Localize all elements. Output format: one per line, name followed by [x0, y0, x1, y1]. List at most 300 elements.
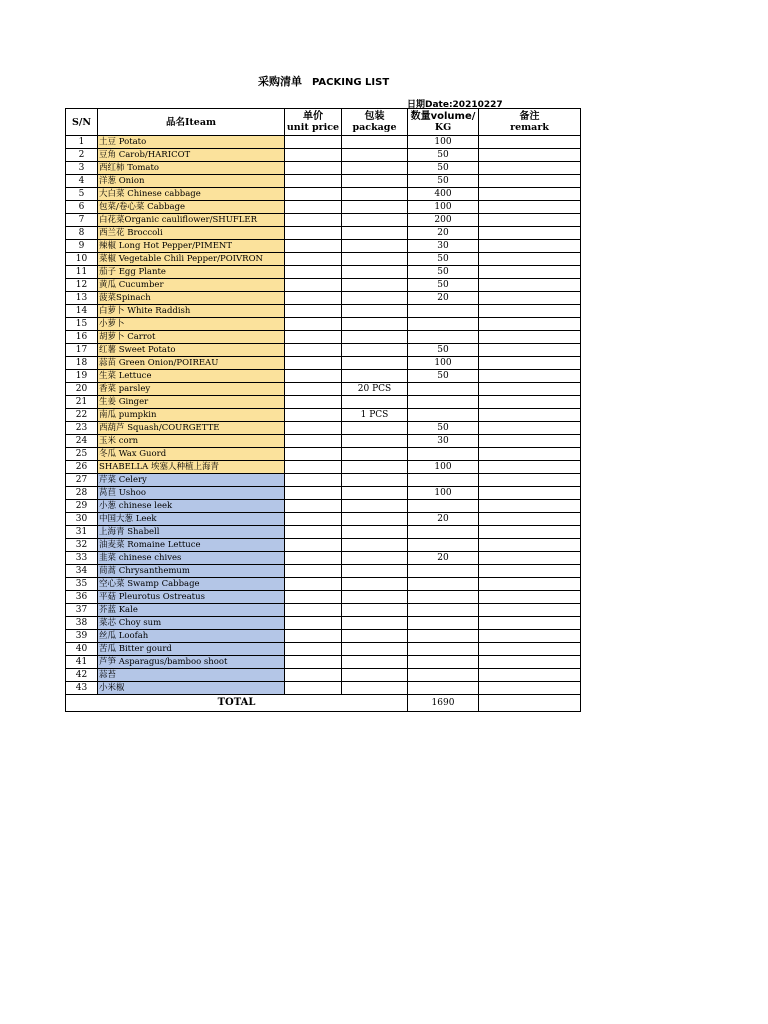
row-package: 1 PCS — [342, 409, 408, 422]
row-sn: 11 — [66, 266, 98, 279]
row-unit-price — [285, 188, 342, 201]
table-row — [66, 435, 581, 448]
row-package — [342, 305, 408, 318]
row-unit-price — [285, 643, 342, 656]
row-remark — [479, 565, 581, 578]
row-package — [342, 201, 408, 214]
row-package — [342, 331, 408, 344]
row-volume — [408, 331, 479, 344]
row-remark — [479, 526, 581, 539]
header-unit-price-en: unit price — [286, 122, 340, 133]
row-package — [342, 149, 408, 162]
row-volume: 100 — [408, 201, 479, 214]
row-remark — [479, 370, 581, 383]
row-sn: 21 — [66, 396, 98, 409]
row-unit-price — [285, 136, 342, 149]
row-package — [342, 617, 408, 630]
row-unit-price — [285, 578, 342, 591]
row-unit-price — [285, 565, 342, 578]
table-row — [66, 461, 581, 474]
total-label: TOTAL — [66, 695, 408, 712]
row-unit-price — [285, 682, 342, 695]
row-sn: 1 — [66, 136, 98, 149]
document-title — [258, 73, 389, 89]
row-remark — [479, 305, 581, 318]
table-row — [66, 682, 581, 695]
row-remark — [479, 266, 581, 279]
row-item-name: 胡萝卜 Carrot — [98, 331, 285, 344]
header-package-zh: 包装 — [364, 111, 385, 122]
row-package — [342, 474, 408, 487]
title-zh: 采购清单 — [258, 75, 302, 88]
row-item-name: 茼蒿 Chrysanthemum — [98, 565, 285, 578]
row-volume: 50 — [408, 162, 479, 175]
row-remark — [479, 552, 581, 565]
row-volume — [408, 448, 479, 461]
row-item-name: 蒜苔 — [98, 669, 285, 682]
row-sn: 22 — [66, 409, 98, 422]
row-remark — [479, 617, 581, 630]
table-row — [66, 487, 581, 500]
row-remark — [479, 591, 581, 604]
row-package — [342, 591, 408, 604]
row-sn: 3 — [66, 162, 98, 175]
row-sn: 17 — [66, 344, 98, 357]
row-unit-price — [285, 617, 342, 630]
row-remark — [479, 383, 581, 396]
row-remark — [479, 513, 581, 526]
row-sn: 27 — [66, 474, 98, 487]
row-remark — [479, 162, 581, 175]
row-unit-price — [285, 669, 342, 682]
row-unit-price — [285, 266, 342, 279]
row-remark — [479, 344, 581, 357]
row-sn: 23 — [66, 422, 98, 435]
row-package — [342, 656, 408, 669]
row-item-name: 红薯 Sweet Potato — [98, 344, 285, 357]
row-unit-price — [285, 344, 342, 357]
row-volume — [408, 565, 479, 578]
row-unit-price — [285, 292, 342, 305]
row-item-name: 上海青 Shabell — [98, 526, 285, 539]
header-package-en: package — [352, 122, 397, 133]
row-sn: 43 — [66, 682, 98, 695]
row-item-name: 白萝卜 White Raddish — [98, 305, 285, 318]
row-unit-price — [285, 604, 342, 617]
row-package — [342, 318, 408, 331]
row-volume — [408, 305, 479, 318]
row-volume: 30 — [408, 240, 479, 253]
row-item-name: 洋葱 Onion — [98, 175, 285, 188]
row-item-name: 南瓜 pumpkin — [98, 409, 285, 422]
row-package — [342, 279, 408, 292]
table-row — [66, 240, 581, 253]
table-row — [66, 253, 581, 266]
table-body — [66, 136, 581, 695]
row-item-name: 苦瓜 Bitter gourd — [98, 643, 285, 656]
row-package — [342, 513, 408, 526]
table-row — [66, 578, 581, 591]
row-sn: 31 — [66, 526, 98, 539]
row-volume — [408, 539, 479, 552]
row-item-name: 韭菜 chinese chives — [98, 552, 285, 565]
row-unit-price — [285, 357, 342, 370]
row-volume — [408, 318, 479, 331]
header-remark — [479, 109, 581, 136]
row-sn: 34 — [66, 565, 98, 578]
table-row — [66, 188, 581, 201]
table-row — [66, 227, 581, 240]
row-sn: 41 — [66, 656, 98, 669]
table-row — [66, 214, 581, 227]
row-unit-price — [285, 370, 342, 383]
header-unit-price — [285, 109, 342, 136]
row-package — [342, 357, 408, 370]
row-item-name: 西兰花 Broccoli — [98, 227, 285, 240]
row-remark — [479, 682, 581, 695]
row-remark — [479, 669, 581, 682]
row-unit-price — [285, 591, 342, 604]
row-volume: 50 — [408, 344, 479, 357]
row-remark — [479, 318, 581, 331]
row-package — [342, 552, 408, 565]
row-volume — [408, 409, 479, 422]
row-volume: 400 — [408, 188, 479, 201]
row-sn: 13 — [66, 292, 98, 305]
row-remark — [479, 292, 581, 305]
row-package — [342, 266, 408, 279]
row-package — [342, 435, 408, 448]
row-sn: 16 — [66, 331, 98, 344]
table-row — [66, 604, 581, 617]
row-package — [342, 162, 408, 175]
table-row — [66, 422, 581, 435]
row-sn: 9 — [66, 240, 98, 253]
row-volume — [408, 396, 479, 409]
table-row — [66, 383, 581, 396]
row-volume: 50 — [408, 370, 479, 383]
row-unit-price — [285, 214, 342, 227]
row-package — [342, 370, 408, 383]
row-package — [342, 240, 408, 253]
row-volume: 100 — [408, 461, 479, 474]
row-package — [342, 188, 408, 201]
row-unit-price — [285, 656, 342, 669]
table-row — [66, 344, 581, 357]
row-item-name: 黄瓜 Cucumber — [98, 279, 285, 292]
row-volume: 50 — [408, 266, 479, 279]
row-remark — [479, 188, 581, 201]
table-row — [66, 266, 581, 279]
row-item-name: 西红柿 Tomato — [98, 162, 285, 175]
row-unit-price — [285, 396, 342, 409]
row-remark — [479, 539, 581, 552]
row-volume: 100 — [408, 357, 479, 370]
table-row — [66, 162, 581, 175]
row-volume — [408, 682, 479, 695]
table-row — [66, 318, 581, 331]
row-sn: 38 — [66, 617, 98, 630]
title-en: PACKING LIST — [312, 77, 390, 88]
table-row — [66, 292, 581, 305]
table-row — [66, 669, 581, 682]
row-volume: 50 — [408, 149, 479, 162]
row-sn: 15 — [66, 318, 98, 331]
row-unit-price — [285, 513, 342, 526]
total-remark — [479, 695, 581, 712]
table-row — [66, 201, 581, 214]
row-unit-price — [285, 474, 342, 487]
row-item-name: 生菜 Lettuce — [98, 370, 285, 383]
table-row — [66, 526, 581, 539]
table-row — [66, 279, 581, 292]
table-row — [66, 500, 581, 513]
table-row — [66, 149, 581, 162]
row-item-name: 菜芯 Choy sum — [98, 617, 285, 630]
row-item-name: 生姜 Ginger — [98, 396, 285, 409]
row-sn: 40 — [66, 643, 98, 656]
row-unit-price — [285, 175, 342, 188]
row-unit-price — [285, 279, 342, 292]
row-remark — [479, 448, 581, 461]
row-volume: 30 — [408, 435, 479, 448]
row-remark — [479, 214, 581, 227]
row-volume — [408, 617, 479, 630]
row-remark — [479, 240, 581, 253]
row-package — [342, 136, 408, 149]
row-item-name: 小萝卜 — [98, 318, 285, 331]
table-row — [66, 409, 581, 422]
row-package — [342, 396, 408, 409]
row-item-name: 茄子 Egg Plante — [98, 266, 285, 279]
row-volume: 50 — [408, 253, 479, 266]
row-sn: 26 — [66, 461, 98, 474]
row-package — [342, 539, 408, 552]
table-row — [66, 539, 581, 552]
row-sn: 14 — [66, 305, 98, 318]
row-sn: 39 — [66, 630, 98, 643]
row-unit-price — [285, 448, 342, 461]
row-remark — [479, 643, 581, 656]
table-row — [66, 565, 581, 578]
row-sn: 20 — [66, 383, 98, 396]
row-sn: 10 — [66, 253, 98, 266]
table-row — [66, 643, 581, 656]
row-volume — [408, 500, 479, 513]
row-sn: 19 — [66, 370, 98, 383]
row-item-name: 豆角 Carob/HARICOT — [98, 149, 285, 162]
total-volume: 1690 — [408, 695, 479, 712]
header-unit-price-zh: 单价 — [303, 111, 323, 122]
row-sn: 25 — [66, 448, 98, 461]
row-package — [342, 565, 408, 578]
row-sn: 28 — [66, 487, 98, 500]
row-unit-price — [285, 526, 342, 539]
row-unit-price — [285, 227, 342, 240]
row-unit-price — [285, 318, 342, 331]
row-package: 20 PCS — [342, 383, 408, 396]
row-sn: 2 — [66, 149, 98, 162]
row-volume — [408, 474, 479, 487]
row-unit-price — [285, 435, 342, 448]
row-remark — [479, 149, 581, 162]
row-sn: 12 — [66, 279, 98, 292]
row-unit-price — [285, 552, 342, 565]
row-sn: 42 — [66, 669, 98, 682]
header-volume-zh: 数量volume/ — [410, 111, 476, 122]
row-volume — [408, 526, 479, 539]
row-remark — [479, 500, 581, 513]
row-package — [342, 344, 408, 357]
row-item-name: 菜椒 Vegetable Chili Pepper/POIVRON — [98, 253, 285, 266]
row-volume — [408, 383, 479, 396]
table-header-row — [66, 109, 581, 136]
row-volume — [408, 656, 479, 669]
row-item-name: 小米椒 — [98, 682, 285, 695]
row-item-name: 莴苣 Ushoo — [98, 487, 285, 500]
table-row — [66, 552, 581, 565]
table-row — [66, 136, 581, 149]
row-item-name: SHABELLA 埃塞人种植上海青 — [98, 461, 285, 474]
row-sn: 30 — [66, 513, 98, 526]
row-sn: 7 — [66, 214, 98, 227]
row-volume: 200 — [408, 214, 479, 227]
row-remark — [479, 630, 581, 643]
table-row — [66, 513, 581, 526]
row-unit-price — [285, 162, 342, 175]
total-row — [66, 695, 581, 712]
header-sn: S/N — [66, 109, 98, 136]
row-package — [342, 175, 408, 188]
row-unit-price — [285, 240, 342, 253]
row-remark — [479, 331, 581, 344]
row-volume: 20 — [408, 513, 479, 526]
row-unit-price — [285, 253, 342, 266]
row-package — [342, 487, 408, 500]
row-volume: 100 — [408, 487, 479, 500]
row-item-name: 油麦菜 Romaine Lettuce — [98, 539, 285, 552]
row-package — [342, 214, 408, 227]
row-unit-price — [285, 201, 342, 214]
row-volume: 50 — [408, 422, 479, 435]
row-volume — [408, 604, 479, 617]
row-package — [342, 422, 408, 435]
row-item-name: 中国大葱 Leek — [98, 513, 285, 526]
row-remark — [479, 201, 581, 214]
row-item-name: 西葫芦 Squash/COURGETTE — [98, 422, 285, 435]
row-remark — [479, 136, 581, 149]
row-remark — [479, 409, 581, 422]
row-sn: 29 — [66, 500, 98, 513]
row-item-name: 空心菜 Swamp Cabbage — [98, 578, 285, 591]
row-remark — [479, 474, 581, 487]
table-row — [66, 656, 581, 669]
row-remark — [479, 487, 581, 500]
row-remark — [479, 227, 581, 240]
row-unit-price — [285, 422, 342, 435]
row-remark — [479, 253, 581, 266]
row-item-name: 菠菜Spinach — [98, 292, 285, 305]
row-volume: 50 — [408, 279, 479, 292]
row-sn: 36 — [66, 591, 98, 604]
row-sn: 37 — [66, 604, 98, 617]
row-sn: 6 — [66, 201, 98, 214]
row-package — [342, 292, 408, 305]
header-remark-zh: 备注 — [519, 111, 540, 122]
row-volume — [408, 578, 479, 591]
row-volume — [408, 643, 479, 656]
row-sn: 35 — [66, 578, 98, 591]
table-row — [66, 357, 581, 370]
header-remark-en: remark — [510, 122, 549, 133]
row-item-name: 平菇 Pleurotus Ostreatus — [98, 591, 285, 604]
row-item-name: 土豆 Potato — [98, 136, 285, 149]
row-item-name: 辣椒 Long Hot Pepper/PIMENT — [98, 240, 285, 253]
row-volume — [408, 591, 479, 604]
row-item-name: 丝瓜 Loofah — [98, 630, 285, 643]
table-row — [66, 396, 581, 409]
row-item-name: 芦笋 Asparagus/bamboo shoot — [98, 656, 285, 669]
row-unit-price — [285, 331, 342, 344]
row-volume: 50 — [408, 175, 479, 188]
row-package — [342, 227, 408, 240]
row-remark — [479, 422, 581, 435]
row-package — [342, 630, 408, 643]
row-package — [342, 682, 408, 695]
row-unit-price — [285, 630, 342, 643]
row-volume: 20 — [408, 292, 479, 305]
row-item-name: 玉米 corn — [98, 435, 285, 448]
row-item-name: 白花菜Organic cauliflower/SHUFLER — [98, 214, 285, 227]
header-name: 品名Iteam — [98, 109, 285, 136]
row-package — [342, 448, 408, 461]
header-volume-en: KG — [434, 122, 452, 133]
row-sn: 18 — [66, 357, 98, 370]
row-package — [342, 253, 408, 266]
row-package — [342, 604, 408, 617]
row-unit-price — [285, 305, 342, 318]
document-date: 日期Date:20210227 — [407, 100, 503, 110]
row-volume — [408, 669, 479, 682]
row-remark — [479, 357, 581, 370]
row-item-name: 小葱 chinese leek — [98, 500, 285, 513]
table-row — [66, 448, 581, 461]
table-row — [66, 591, 581, 604]
row-package — [342, 578, 408, 591]
row-remark — [479, 175, 581, 188]
row-sn: 33 — [66, 552, 98, 565]
row-unit-price — [285, 383, 342, 396]
row-package — [342, 669, 408, 682]
table-row — [66, 175, 581, 188]
row-remark — [479, 435, 581, 448]
row-sn: 5 — [66, 188, 98, 201]
row-volume: 20 — [408, 552, 479, 565]
packing-list-table — [65, 108, 581, 712]
table-row — [66, 331, 581, 344]
row-item-name: 冬瓜 Wax Guord — [98, 448, 285, 461]
row-unit-price — [285, 487, 342, 500]
row-volume — [408, 630, 479, 643]
row-item-name: 芹菜 Celery — [98, 474, 285, 487]
row-item-name: 芥蓝 Kale — [98, 604, 285, 617]
header-volume — [408, 109, 479, 136]
row-item-name: 大白菜 Chinese cabbage — [98, 188, 285, 201]
row-remark — [479, 656, 581, 669]
table-row — [66, 630, 581, 643]
row-item-name: 蒜苗 Green Onion/POIREAU — [98, 357, 285, 370]
row-remark — [479, 396, 581, 409]
